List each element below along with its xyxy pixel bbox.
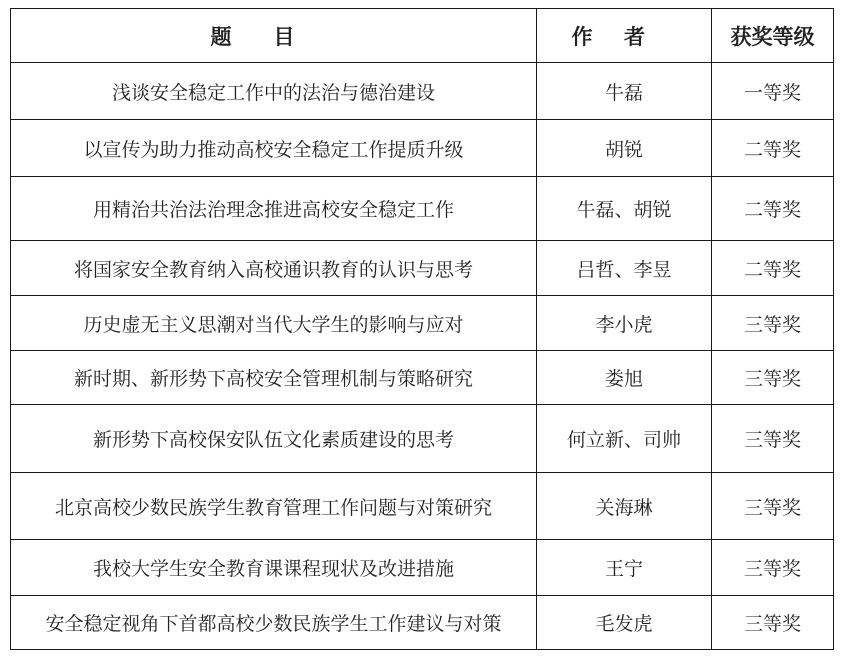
row-award: 二等奖 [712,120,834,177]
row-title: 安全稳定视角下首都高校少数民族学生工作建议与对策 [11,596,537,650]
table-row [11,177,834,241]
row-author: 牛磊、胡锐 [537,177,712,241]
row-title: 我校大学生安全教育课课程现状及改进措施 [11,540,537,596]
row-title: 以宣传为助力推动高校安全稳定工作提质升级 [11,120,537,177]
row-author: 何立新、司帅 [537,405,712,473]
table-row [11,351,834,405]
row-title: 将国家安全教育纳入高校通识教育的认识与思考 [11,241,537,296]
header-author: 作者 [537,9,712,63]
table-row [11,596,834,650]
row-author: 毛发虎 [537,596,712,650]
row-author: 李小虎 [537,296,712,351]
row-title: 用精治共治法治理念推进高校安全稳定工作 [11,177,537,241]
row-title: 浅谈安全稳定工作中的法治与德治建设 [11,63,537,120]
row-author: 娄旭 [537,351,712,405]
row-award: 三等奖 [712,473,834,540]
row-award: 三等奖 [712,351,834,405]
row-award: 三等奖 [712,296,834,351]
table-row [11,405,834,473]
row-award: 三等奖 [712,540,834,596]
row-award: 一等奖 [712,63,834,120]
table-row [11,540,834,596]
header-row [11,9,834,63]
table-row [11,473,834,540]
row-award: 三等奖 [712,596,834,650]
header-title: 题目 [11,9,537,63]
table-row [11,241,834,296]
row-award: 二等奖 [712,177,834,241]
table-row [11,296,834,351]
row-author: 关海琳 [537,473,712,540]
row-author: 王宁 [537,540,712,596]
table-row [11,63,834,120]
awards-table [10,8,834,650]
row-author: 吕哲、李昱 [537,241,712,296]
row-author: 牛磊 [537,63,712,120]
row-title: 新时期、新形势下高校安全管理机制与策略研究 [11,351,537,405]
row-author: 胡锐 [537,120,712,177]
row-title: 历史虚无主义思潮对当代大学生的影响与应对 [11,296,537,351]
row-award: 二等奖 [712,241,834,296]
header-award: 获奖等级 [712,9,834,63]
row-title: 北京高校少数民族学生教育管理工作问题与对策研究 [11,473,537,540]
table-row [11,120,834,177]
row-award: 三等奖 [712,405,834,473]
row-title: 新形势下高校保安队伍文化素质建设的思考 [11,405,537,473]
